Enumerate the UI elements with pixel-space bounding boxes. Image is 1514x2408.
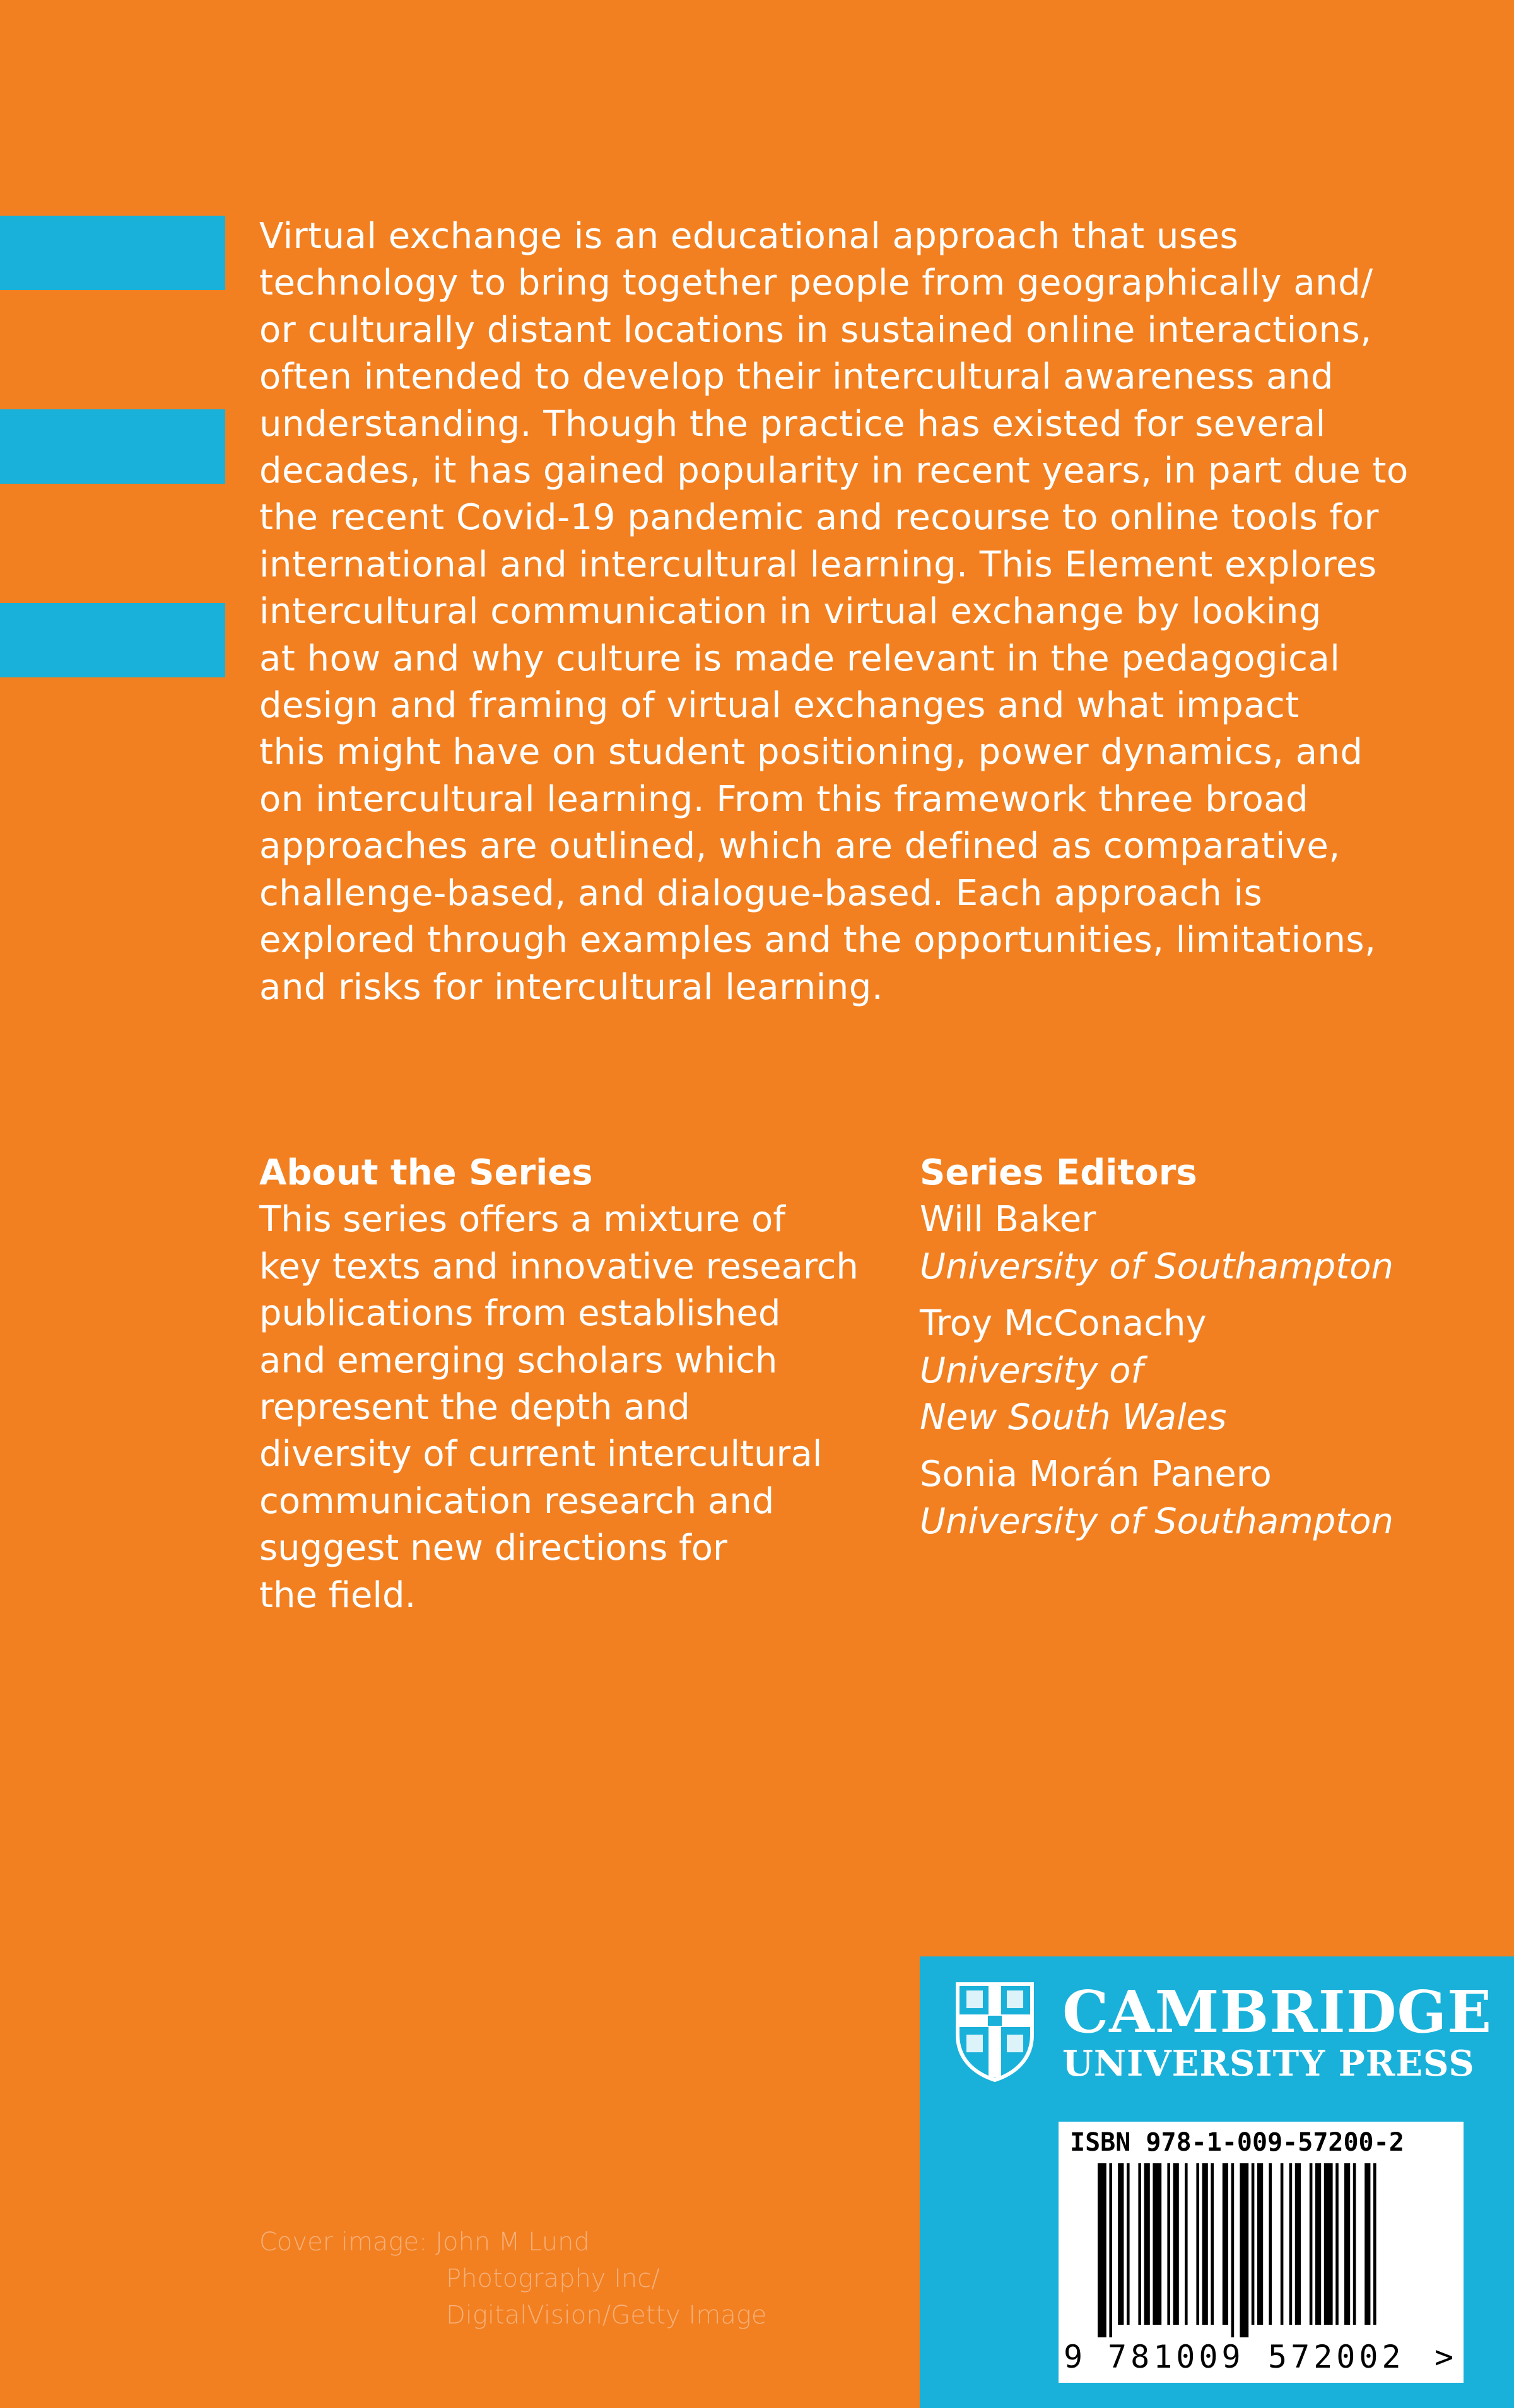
editor-affiliation: New South Wales [920,1397,1227,1439]
publisher-panel [920,1956,1514,2408]
editor-name: Will Baker [920,1199,1096,1241]
editor-sonia-moran-panero [920,1451,1488,1545]
barcode-bars [1070,2163,1452,2337]
description-line: technology to bring together people from geographically and/ [259,262,1373,304]
cambridge-crest-icon [955,1982,1035,2083]
barcode-bar [1153,2163,1161,2325]
series-editors-section [920,1150,1488,1555]
description-line: decades, it has gained popularity in recent years, in part due to [259,450,1409,492]
about-line: the field. [259,1574,416,1616]
about-series-section [259,1150,865,1619]
description-line: this might have on student positioning, power dynamics, and [259,732,1363,773]
about-line: This series offers a mixture of [259,1199,786,1241]
description-line: at how and why culture is made relevant in the pedagogical [259,638,1341,679]
about-line: and emerging scholars which [259,1340,778,1381]
barcode-bar [1138,2163,1141,2325]
barcode-bar [1353,2163,1356,2325]
editor-name: Sonia Morán Panero [920,1454,1272,1495]
barcode-bar [1167,2163,1170,2325]
barcode-bar [1269,2163,1272,2325]
barcode-bar [1257,2163,1263,2325]
barcode-bar [1295,2163,1301,2325]
barcode-bar [1144,2163,1150,2325]
barcode-quiet-zone-marker: > [1435,2339,1454,2375]
barcode-digit-first: 9 [1064,2339,1083,2375]
barcode-bar [1281,2163,1284,2325]
about-line: represent the depth and [259,1387,690,1429]
barcode-bar [1315,2163,1321,2325]
isbn-label: ISBN 978-1-009-57200-2 [1070,2128,1404,2157]
barcode-bar [1289,2163,1293,2325]
about-line: diversity of current intercultural [259,1434,823,1475]
accent-bar-3 [0,603,225,677]
barcode-digits [1059,2337,1464,2376]
about-series-heading: About the Series [259,1152,593,1193]
isbn-barcode [1059,2122,1464,2383]
description-line: or culturally distant locations in sustained online interactions, [259,309,1372,351]
editor-affiliation: University of Southampton [920,1500,1394,1542]
barcode-bar [1223,2163,1228,2325]
barcode-bar [1364,2163,1370,2325]
description-line: Virtual exchange is an educational approach that uses [259,216,1239,257]
barcode-bar [1196,2163,1199,2325]
barcode-bar [1202,2163,1208,2325]
description-line: on intercultural learning. From this framework three broad [259,778,1309,820]
description-line: international and intercultural learning. This Element explores [259,544,1377,585]
book-description [259,213,1426,1011]
barcode-bar [1098,2163,1106,2337]
about-line: key texts and innovative research [259,1246,859,1287]
publisher-name-line2: UNIVERSITY PRESS [1062,2043,1475,2084]
publisher-name [1062,1980,1492,2084]
credit-line: Photography Inc/ [446,2264,660,2293]
description-line: challenge-based, and dialogue-based. Each approach is [259,872,1263,914]
barcode-bar [1127,2163,1130,2325]
barcode-digit-group-left: 781009 [1108,2339,1245,2375]
series-editors-heading: Series Editors [920,1152,1197,1193]
barcode-bar [1344,2163,1350,2325]
barcode-bar [1240,2163,1248,2337]
credit-line: DigitalVision/Getty Image [446,2301,767,2330]
editor-affiliation: University of [920,1350,1144,1391]
barcode-bar [1118,2163,1124,2325]
description-line: explored through examples and the opportunities, limitations, [259,920,1376,961]
credit-line: Cover image: John M Lund [259,2228,590,2257]
barcode-bar [1185,2163,1188,2325]
description-line: approaches are outlined, which are defined as comparative, [259,826,1341,867]
barcode-bar [1231,2163,1235,2337]
description-line: often intended to develop their intercultural awareness and [259,356,1334,398]
editor-name: Troy McConachy [920,1303,1207,1345]
barcode-bar [1109,2163,1112,2337]
barcode-bar [1324,2163,1333,2325]
description-line: understanding. Though the practice has existed for several [259,403,1326,445]
description-line: and risks for intercultural learning. [259,966,884,1008]
editor-affiliation: University of Southampton [920,1246,1394,1287]
about-line: publications from established [259,1293,781,1335]
barcode-bar [1173,2163,1179,2325]
description-line: the recent Covid-19 pandemic and recourse to online tools for [259,497,1379,539]
editor-will-baker [920,1196,1488,1290]
barcode-bar [1252,2163,1255,2325]
barcode-bar [1335,2163,1339,2325]
barcode-digit-group-right: 572002 [1268,2339,1405,2375]
barcode-bar [1373,2163,1376,2325]
accent-bar-1 [0,216,225,290]
about-line: communication research and [259,1480,775,1522]
editor-troy-mcconachy [920,1300,1488,1441]
about-line: suggest new directions for [259,1528,728,1569]
description-line: design and framing of virtual exchanges and what impact [259,685,1300,727]
barcode-bar [1310,2163,1313,2325]
description-line: intercultural communication in virtual exchange by looking [259,591,1322,633]
cover-image-credit [259,2224,827,2334]
barcode-bar [1211,2163,1214,2325]
publisher-name-line1: CAMBRIDGE [1062,1978,1493,2046]
accent-bar-2 [0,409,225,484]
